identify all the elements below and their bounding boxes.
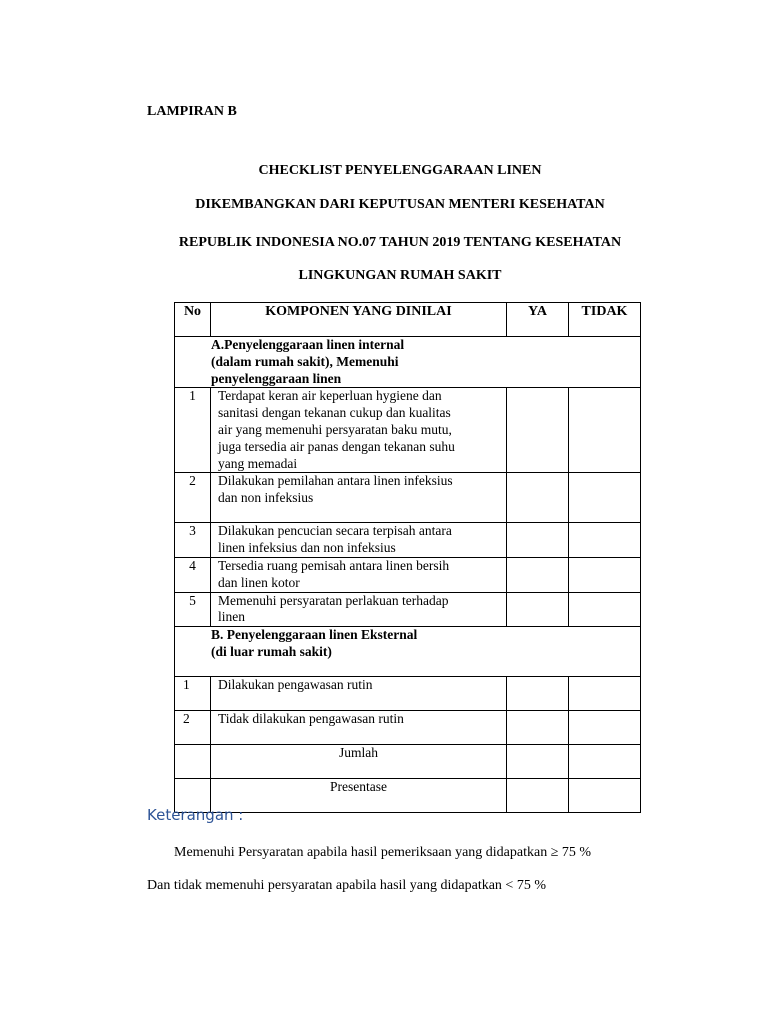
- row-text-line: linen infeksius dan non infeksius: [218, 540, 396, 556]
- table-row: [175, 677, 641, 711]
- header-row: [175, 303, 641, 337]
- ya-cell[interactable]: [507, 388, 569, 473]
- jumlah-row: [175, 745, 641, 779]
- row-text-line: dan non infeksius: [218, 490, 314, 506]
- row-number: 2: [175, 473, 211, 523]
- section-a-line: A.Penyelenggaraan linen internal: [211, 337, 405, 352]
- section-a-line: (dalam rumah sakit), Memenuhi: [211, 353, 399, 369]
- title-line-4: LINGKUNGAN RUMAH SAKIT: [298, 268, 502, 283]
- ya-cell[interactable]: [507, 473, 569, 523]
- table-row: [175, 711, 641, 745]
- checklist-table: [174, 302, 641, 813]
- tidak-total-cell[interactable]: [569, 745, 641, 779]
- row-text: [211, 592, 507, 627]
- ya-cell[interactable]: [507, 711, 569, 745]
- header-no: No: [175, 303, 211, 337]
- row-text: Dilakukan pengawasan rutin: [211, 677, 507, 711]
- presentase-label: Presentase: [211, 779, 507, 813]
- title-line-2: DIKEMBANGKAN DARI KEPUTUSAN MENTERI KESEHATAN: [195, 197, 605, 212]
- row-number: 5: [175, 592, 211, 627]
- presentase-row: [175, 779, 641, 813]
- row-text: [211, 473, 507, 523]
- ya-percent-cell[interactable]: [507, 779, 569, 813]
- row-text-line: juga tersedia air panas dengan tekanan suhu: [218, 438, 455, 454]
- row-number: 1: [175, 677, 211, 711]
- table-row: [175, 473, 641, 523]
- header-tidak: TIDAK: [569, 303, 641, 337]
- criteria-line-2: Dan tidak memenuhi persyaratan apabila hasil yang didapatkan < 75 %: [147, 878, 546, 893]
- row-text-line: Memenuhi persyaratan perlakuan terhadap: [218, 592, 449, 608]
- row-number: 1: [175, 388, 211, 473]
- section-a-line: penyelenggaraan linen: [211, 370, 342, 386]
- table-row: [175, 388, 641, 473]
- tidak-cell[interactable]: [569, 523, 641, 558]
- section-b-line: (di luar rumah sakit): [211, 643, 332, 659]
- row-number: 4: [175, 557, 211, 592]
- tidak-cell[interactable]: [569, 557, 641, 592]
- title-line-3: REPUBLIK INDONESIA NO.07 TAHUN 2019 TENTANG KESEHATAN: [178, 235, 622, 250]
- table-row: [175, 557, 641, 592]
- row-text-line: Tersedia ruang pemisah antara linen bersih: [218, 557, 450, 573]
- row-text: Tidak dilakukan pengawasan rutin: [211, 711, 507, 745]
- row-text-line: sanitasi dengan tekanan cukup dan kualitas: [218, 405, 451, 421]
- section-b-line: B. Penyelenggaraan linen Eksternal: [211, 627, 418, 643]
- tidak-cell[interactable]: [569, 388, 641, 473]
- jumlah-label: Jumlah: [211, 745, 507, 779]
- row-text-line: air yang memenuhi persyaratan baku mutu,: [218, 421, 452, 437]
- table-row: [175, 592, 641, 627]
- row-text-line: yang memadai: [218, 455, 298, 471]
- row-number: 3: [175, 523, 211, 558]
- row-text: [211, 523, 507, 558]
- tidak-percent-cell[interactable]: [569, 779, 641, 813]
- empty-cell: [175, 745, 211, 779]
- row-text-line: Dilakukan pencucian secara terpisah antara: [218, 523, 452, 539]
- keterangan-heading: Keterangan :: [147, 806, 244, 824]
- row-text-line: Terdapat keran air keperluan hygiene dan: [218, 388, 442, 404]
- ya-cell[interactable]: [507, 557, 569, 592]
- section-b-row: [175, 627, 641, 677]
- section-a-row: [175, 337, 641, 388]
- header-komponen: KOMPONEN YANG DINILAI: [211, 303, 507, 337]
- table-row: [175, 523, 641, 558]
- title-line-1: CHECKLIST PENYELENGGARAAN LINEN: [258, 163, 542, 178]
- row-text-line: Dilakukan pemilahan antara linen infeksius: [218, 473, 453, 489]
- row-number: 2: [175, 711, 211, 745]
- tidak-cell[interactable]: [569, 592, 641, 627]
- row-text-line: dan linen kotor: [218, 574, 300, 590]
- tidak-cell[interactable]: [569, 711, 641, 745]
- row-text-line: linen: [218, 609, 245, 625]
- ya-cell[interactable]: [507, 523, 569, 558]
- ya-total-cell[interactable]: [507, 745, 569, 779]
- tidak-cell[interactable]: [569, 677, 641, 711]
- section-b-heading: [175, 627, 641, 677]
- appendix-label: LAMPIRAN B: [147, 104, 237, 119]
- tidak-cell[interactable]: [569, 473, 641, 523]
- header-ya: YA: [507, 303, 569, 337]
- row-text: [211, 388, 507, 473]
- section-a-heading: [175, 337, 641, 388]
- criteria-line-1: Memenuhi Persyaratan apabila hasil pemeriksaan yang didapatkan ≥ 75 %: [174, 845, 592, 860]
- ya-cell[interactable]: [507, 592, 569, 627]
- ya-cell[interactable]: [507, 677, 569, 711]
- row-text: [211, 557, 507, 592]
